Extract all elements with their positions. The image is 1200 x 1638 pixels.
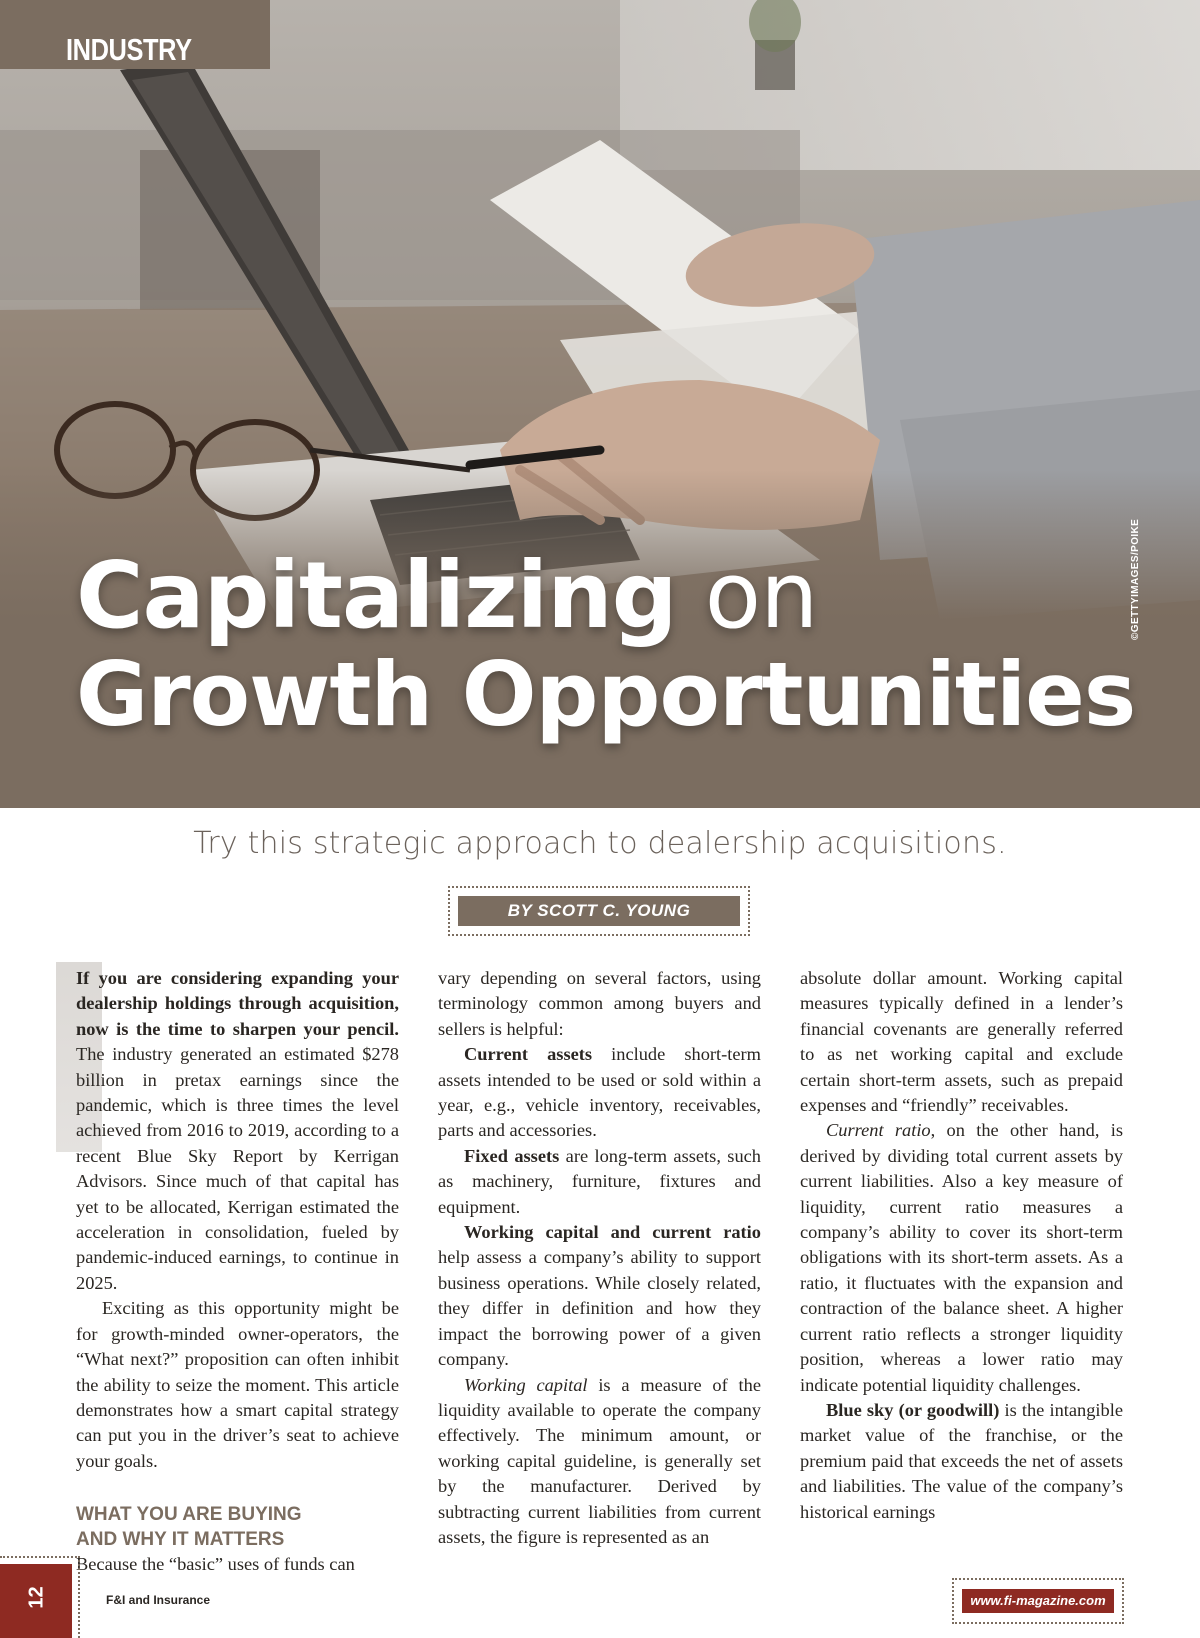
lead-in-text: If you are considering expanding your dealership holdings through acquisition, now is the time to sharpen your pencil. [76, 968, 399, 1039]
definition-text: , on the other hand, is derived by dividing total current assets by current liabilities. Also a key measure of liquidity, current ratio measures a company’s ability to cover its short-term obligations with its short-term assets. As a ratio, it fluctuates with the expansion and contraction of the balance sheet. A higher current ratio reflects a stronger liquidity position, whereas a lower ratio may indicate potential liquidity challenges. [800, 1120, 1123, 1395]
headline-line-2: Growth Opportunities [76, 642, 1136, 746]
definition-text: include short-term assets intended to be used or sold within a year, e.g., vehicle inventory, receivables, parts and accessories. [438, 1044, 761, 1141]
headline-light-word: on [676, 542, 818, 649]
term-blue-sky: Blue sky (or goodwill) [826, 1399, 1000, 1420]
magazine-name: F&I and Insurance [106, 1593, 211, 1607]
paragraph: Exciting as this opportunity might be for growth-minded owner-operators, the “What next?” proposition can often inhibit the ability to seize the moment. This article demonstrates how a smart capital strategy can put you in the driver’s seat to achieve your goals. [76, 1298, 399, 1471]
paragraph [438, 1373, 761, 1551]
subhead-line: WHAT YOU ARE BUYING [76, 1504, 302, 1526]
paragraph [438, 1144, 761, 1220]
definition-text: are long-term assets, such as machinery, furniture, fixtures and equipment. [438, 1145, 762, 1217]
headline-bold-word: Capitalizing [76, 542, 677, 649]
page-number-tab [0, 1564, 72, 1638]
url-frame [952, 1578, 1124, 1624]
subhead-line: AND WHY IT MATTERS [76, 1529, 285, 1551]
paragraph [438, 1220, 761, 1372]
lead-paragraph-text: The industry generated an estimated $278 billion in pretax earnings since the pandemic, which is three times the level achieved from 2016 to 2019, according to a recent Blue Sky Report by Kerrigan Advisors. Since much of that capital has yet to be allocated, Kerrigan estimated the acceleration in consolidation, fueled by pandemic-induced earnings, to continue in 2025. [76, 1044, 399, 1293]
photo-credit: ©GETTYIMAGES/POIKE [1130, 518, 1141, 640]
body-column-2 [438, 966, 761, 1550]
term-fixed-assets: Fixed assets [464, 1145, 560, 1166]
article-headline [76, 542, 1136, 746]
paragraph [76, 966, 399, 1296]
page-number: 12 [25, 1586, 48, 1609]
byline-frame [448, 886, 750, 936]
article-deck: Try this strategic approach to dealership acquisitions. [193, 826, 1007, 861]
body-column-3 [800, 966, 1123, 1525]
section-subhead [76, 1502, 399, 1552]
paragraph [800, 1398, 1123, 1525]
term-current-ratio: Current ratio [826, 1120, 931, 1141]
paragraph [438, 1042, 761, 1144]
definition-text: is the intangible market value of the franchise, or the premium paid that exceeds the net of assets and liabilities. The value of the company’s historical earnings [800, 1399, 1124, 1522]
byline: BY SCOTT C. YOUNG [458, 896, 740, 926]
definition-text: help assess a company’s ability to support business operations. While closely related, they differ in definition and how they impact the borrowing power of a given company. [438, 1247, 761, 1370]
paragraph [800, 1118, 1123, 1397]
definition-text: is a measure of the liquidity available to operate the company effectively. The minimum amount, or working capital guideline, is generally set by the manufacturer. Derived by subtracting current liabilities from current assets, the figure is represented as an [438, 1374, 761, 1547]
body-column-1 [76, 966, 399, 1578]
term-current-assets: Current assets [464, 1044, 593, 1065]
term-working-capital-ratio: Working capital and current ratio [464, 1222, 761, 1243]
paragraph: vary depending on several factors, using terminology common among buyers and sellers is helpful: [438, 968, 761, 1039]
section-tag-label: INDUSTRY [66, 32, 192, 67]
paragraph: Because the “basic” uses of funds can [76, 1554, 355, 1575]
headline-line-1 [76, 542, 1135, 649]
website-link[interactable]: www.fi-magazine.com [962, 1589, 1114, 1613]
paragraph: absolute dollar amount. Working capital measures typically defined in a lender’s financial covenants are generally referred to as net working capital and exclude certain short-term assets, such as prepaid expenses and “friendly” receivables. [800, 968, 1123, 1116]
term-working-capital: Working capital [464, 1374, 588, 1395]
section-tag [0, 0, 270, 69]
hero-image-section [0, 0, 1200, 808]
